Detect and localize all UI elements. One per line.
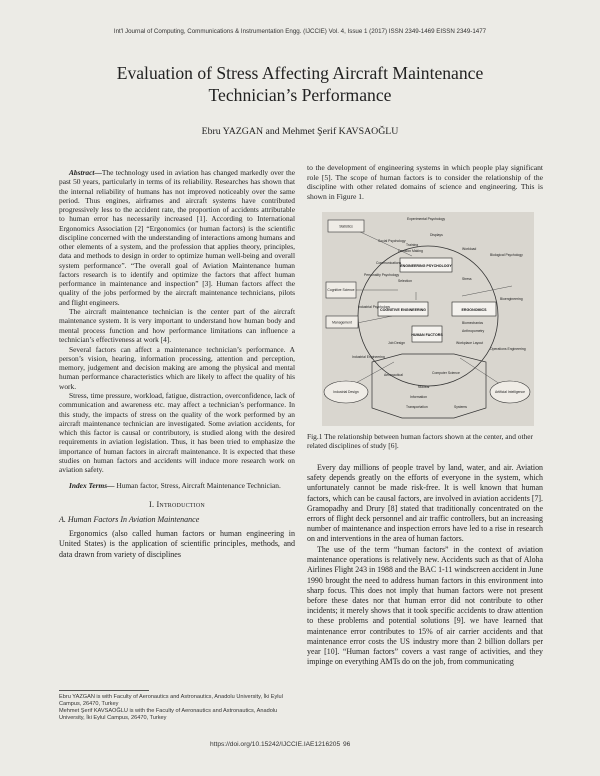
footnote-2: Mehmet Şerif KAVSAOĞLU is with the Faculty of Aeronautics and Astronautics, Anadolu University, İki Eylul Campus, 26470, Turkey xyxy=(59,708,278,721)
abstract-paragraph-3: Several factors can affect a maintenance technician’s performance. A person’s vision, hearing, information processing, attention and perception, memory, judgement and decision making are among the physical and mental human performance characteristics which are likely to affect the quality of his work. xyxy=(59,344,295,391)
index-terms-label: Index Terms— xyxy=(69,481,115,491)
subsection-heading: A. Human Factors In Aviation Maintenance xyxy=(59,514,200,524)
svg-text:Training: Training xyxy=(406,243,419,247)
box-human-factors-label: HUMAN FACTORS xyxy=(411,333,443,337)
svg-text:Selection: Selection xyxy=(398,279,412,283)
box-cognitive-engineering-label: COGNITIVE ENGINEERING xyxy=(380,308,426,312)
footer-doi: https://doi.org/10.15242/IJCCIE.IAE1216205 xyxy=(210,741,341,748)
abstract-paragraph-4: Stress, time pressure, workload, fatigue, distraction, overconfidence, lack of communication and awareness etc. may affect a technician’s performance. In this study, the impacts of stress on the quality of the work performed by an aircraft maintenance technician are investigated. Some aviation accidents, for which this factor is causal or contributory, is studied along with the desired requirements in aviation legislation. Thus, it has been tried to emphasize the importance of human factors in aircraft maintenance. It is expected that these studies on human factors and accidents will induce more research work on aviation safety. xyxy=(59,391,295,475)
svg-text:Systems: Systems xyxy=(454,405,467,409)
svg-text:Workplace Layout: Workplace Layout xyxy=(456,341,484,345)
title-line-2: Technician’s Performance xyxy=(208,85,392,105)
footnote-rule xyxy=(59,690,149,691)
right-paragraph-2: Every day millions of people travel by land, water, and air. Aviation safety depends greatly on the efforts of everyone in the system, which unfortunately cannot be made risk-free. It is well known that human factors, which can be causal factors, are involved in aviation accidents [7]. Gramopadhy and Drury [8] stated that traditionally concentrated on the errors of flight deck personnel and air traffic controllers, but an increasing number of maintenance and inspection errors have led to a rise in research on and interventions in the area of human factors. xyxy=(307,463,543,544)
box-ergonomics-label: ERGONOMICS xyxy=(461,308,487,312)
figure-1-caption: Fig.1 The relationship between human factors shown at the center, and other related disciplines of study [6]. xyxy=(307,432,533,450)
svg-text:Information: Information xyxy=(410,395,427,399)
svg-text:Biomechanics: Biomechanics xyxy=(462,321,484,325)
svg-text:Biological Psychology: Biological Psychology xyxy=(490,253,523,257)
abstract-paragraph-1: Abstract—The technology used in aviation has changed markedly over the past 50 years, particularly in terms of its reliability. Researches has shown that the internal reliability of humans has not improved noticeably over the same period. Thus engines, airframes and aircraft systems have contributed progressively less to the accident rate, the proportion of accidents attributable to human error has necessarily increased [1]. According to International Ergonomics Association [2] “Ergonomics (or human factors) is the scientific discipline concerned with the understanding of interactions among humans and other elements of a system, and the profession that applies theory, principles, data and methods to design in order to optimize human well-being and overall system performance”. “The overall goal of Aviation Maintenance human factors research is to identify and optimize the factors that affect human performance in maintenance and inspection” [3]. Human factors affect the quality of the jobs performed by the aircraft maintenance technicians, pilots and flight engineers. xyxy=(59,168,295,307)
box-statistics-label: Statistics xyxy=(339,224,353,229)
title-line-1: Evaluation of Stress Affecting Aircraft Maintenance xyxy=(116,63,484,83)
svg-text:Stress: Stress xyxy=(462,277,472,281)
right-column-bottom xyxy=(307,463,543,667)
section-heading: I. Introduction xyxy=(149,499,205,509)
svg-text:Industrial Engineering: Industrial Engineering xyxy=(352,355,385,359)
box-management-label: Management xyxy=(332,320,352,325)
svg-text:Displays: Displays xyxy=(430,233,443,237)
svg-text:Industrial Psychology: Industrial Psychology xyxy=(358,305,391,309)
abstract-paragraph-2: The aircraft maintenance technician is the center part of the aircraft maintenance system. It is very important to understand how human body and mental process function and how performance limitations can influence a technician’s effectiveness at work [4]. xyxy=(59,307,295,344)
running-header: Int'l Journal of Computing, Communications & Instrumentation Engg. (IJCCIE) Vol. 4, Issue 1 (2017) ISSN 2349-1469 EISSN 2349-1477 xyxy=(113,28,487,35)
svg-text:Operations Engineering: Operations Engineering xyxy=(490,347,526,351)
svg-text:Computer Science: Computer Science xyxy=(432,371,460,375)
disciplines-diagram xyxy=(322,212,534,426)
figure-1 xyxy=(322,212,534,426)
right-paragraph-1: to the development of engineering systems in which people play significant role [5]. The scope of human factors is to consider the relationship of the discipline with other related domains of science and engineering. This is shown in Figure 1. xyxy=(307,163,543,201)
svg-text:Personality Psychology: Personality Psychology xyxy=(364,273,400,277)
svg-text:Decision Making: Decision Making xyxy=(398,249,423,253)
svg-text:Job Design: Job Design xyxy=(388,341,405,345)
box-ai-label: Artificial Intelligence xyxy=(495,390,525,394)
svg-text:Experimental Psychology: Experimental Psychology xyxy=(406,217,446,221)
svg-text:Anthropometry: Anthropometry xyxy=(462,329,485,333)
right-column-top xyxy=(307,163,543,201)
index-terms: Index Terms— Human factor, Stress, Aircraft Maintenance Technician. xyxy=(69,481,281,491)
svg-text:Aeronautical: Aeronautical xyxy=(384,373,403,377)
abstract-label: Abstract— xyxy=(69,168,102,177)
right-paragraph-3: The use of the term “human factors” in the context of aviation maintenance operations is relatively new. Accidents such as that of Aloha Airlines Flight 243 in 1988 and the BAC 1-11 windscreen accident in June 1990 brought the need to address human factors in this environment into sharp focus. This does not imply that human factors were not present before these dates nor that human error did not contribute to other incidents; it merely shows that it took specific accidents to draw attention to these problems and potential solutions [9]. we have learned that maintenance error contributes to 15% of air carrier accidents and that maintenance error costs the US industry more than 2 billion dollars per year [10]. “Human factors” covers a vast range of activities, and they impinge on everything AMTs do on the job, from communicating xyxy=(307,545,543,667)
box-cognitive-label: Cognitive Science xyxy=(327,288,355,292)
svg-text:Bioengineering: Bioengineering xyxy=(500,297,523,301)
svg-text:Communications: Communications xyxy=(376,261,402,265)
svg-text:Transportation: Transportation xyxy=(406,405,428,409)
intro-paragraph-1: Ergonomics (also called human factors or human engineering in United States) is the application of scientific principles, methods, and data drawn from variety of disciplines xyxy=(59,529,295,559)
box-engineering-psychology-label: ENGINEERING PSYCHOLOGY xyxy=(400,264,452,268)
box-industrial-design-label: Industrial Design xyxy=(333,390,359,394)
paper-title xyxy=(60,62,540,106)
footnote-1: Ebru YAZGAN is with Faculty of Aeronautics and Astronautics, Anadolu University, İki Eylul Campus, 26470, Turkey xyxy=(59,694,283,707)
authors: Ebru YAZGAN and Mehmet Şerif KAVSAOĞLU xyxy=(201,126,399,137)
left-column xyxy=(59,168,295,560)
svg-text:Workload: Workload xyxy=(462,247,477,251)
author-footnotes xyxy=(59,690,295,722)
svg-text:Social Psychology: Social Psychology xyxy=(378,239,406,243)
page-number: 96 xyxy=(343,741,351,748)
svg-text:Nuclear: Nuclear xyxy=(418,385,430,389)
